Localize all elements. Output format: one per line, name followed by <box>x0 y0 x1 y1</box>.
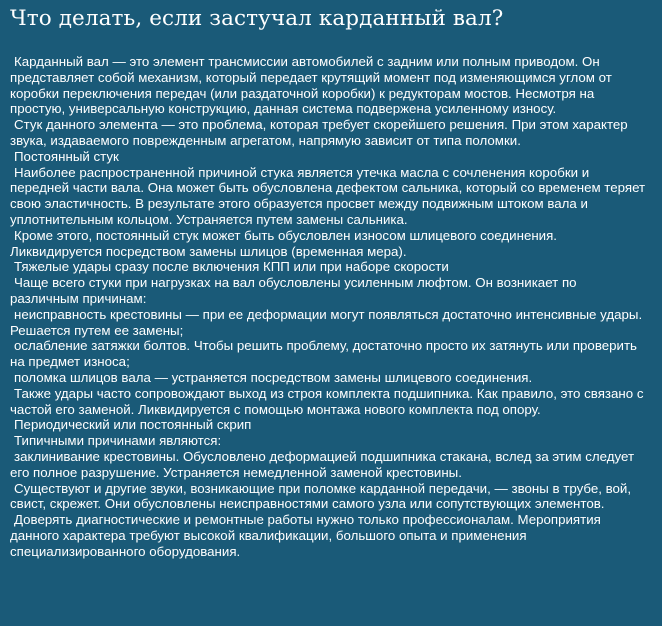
paragraph-other-sounds: Существуют и другие звуки, возникающие при поломке карданной передачи, — звоны в трубе, вой, свист, скрежет. Они обусловлены неисправностями самого узла или сопутствующих элементов. <box>10 480 632 512</box>
paragraph-spline-wear: Кроме этого, постоянный стук может быть обусловлен износом шлицевого соединения. Ликвидируется посредством замены шлицов (временная мера). <box>10 227 558 259</box>
article-body <box>10 54 648 560</box>
paragraph-backlash: Чаще всего стуки при нагрузках на вал обусловлены усиленным люфтом. Он возникает по различным причинам: <box>10 275 577 306</box>
paragraph-oil-leak: Наиболее распространенной причиной стука является утечка масла с сочленения коробки и передней части вала. Она может быть обусловлена дефектом сальника, который со временем теряет свою эластичность. В результате этого образуется просвет между подвижным штоком вала и уплотнительным кольцом. Устраняется путем замены сальника. <box>10 164 646 227</box>
paragraph-problem: Стук данного элемента — это проблема, которая требует скорейшего решения. При этом характер звука, издаваемого поврежденным агрегатом, напрямую зависит от типа поломки. <box>10 117 628 148</box>
subheading-constant-knock: Постоянный стук <box>14 148 119 164</box>
list-item-jamming: заклинивание крестовины. Обусловлено деформацией подшипника стакана, вслед за этим следует его полное разрушение. Устраняется немедленной заменой крестовины. <box>10 448 635 480</box>
list-item-splines: поломка шлицов вала — устраняется посредством замены шлицевого соединения. <box>14 369 533 385</box>
subheading-squeak: Периодический или постоянный скрип <box>14 417 252 433</box>
list-item-bolts: ослабление затяжки болтов. Чтобы решить проблему, достаточно просто их затянуть или проверить на предмет износа; <box>10 338 637 370</box>
paragraph-typical-causes: Типичными причинами являются: <box>14 433 222 449</box>
article-title: Что делать, если застучал карданный вал? <box>10 6 504 31</box>
paragraph-bearing: Также удары часто сопровождают выход из строя комплекта подшипника. Как правило, это связано с частой его заменой. Ликвидируется с помощью монтажа нового комплекта под опору. <box>10 385 644 417</box>
paragraph-intro: Карданный вал — это элемент трансмиссии автомобилей с задним или полным приводом. Он представляет собой механизм, который передает крутящий момент под изменяющимся углом от коробки переключения передач (или раздаточной коробки) к редукторам мостов. Несмотря на простую, универсальную конструкцию, данная система подвержена усиленному износу. <box>10 54 612 117</box>
list-item-crosspiece: неисправность крестовины — при ее деформации могут появляться достаточно интенсивные удары. Решается путем ее замены; <box>10 306 643 338</box>
paragraph-professionals: Доверять диагностические и ремонтные работы нужно только профессионалам. Мероприятия данного характера требуют высокой квалификации, большого опыта и применения специализированного оборудования. <box>10 512 601 559</box>
subheading-heavy-knocks: Тяжелые удары сразу после включения КПП или при наборе скорости <box>14 259 449 275</box>
